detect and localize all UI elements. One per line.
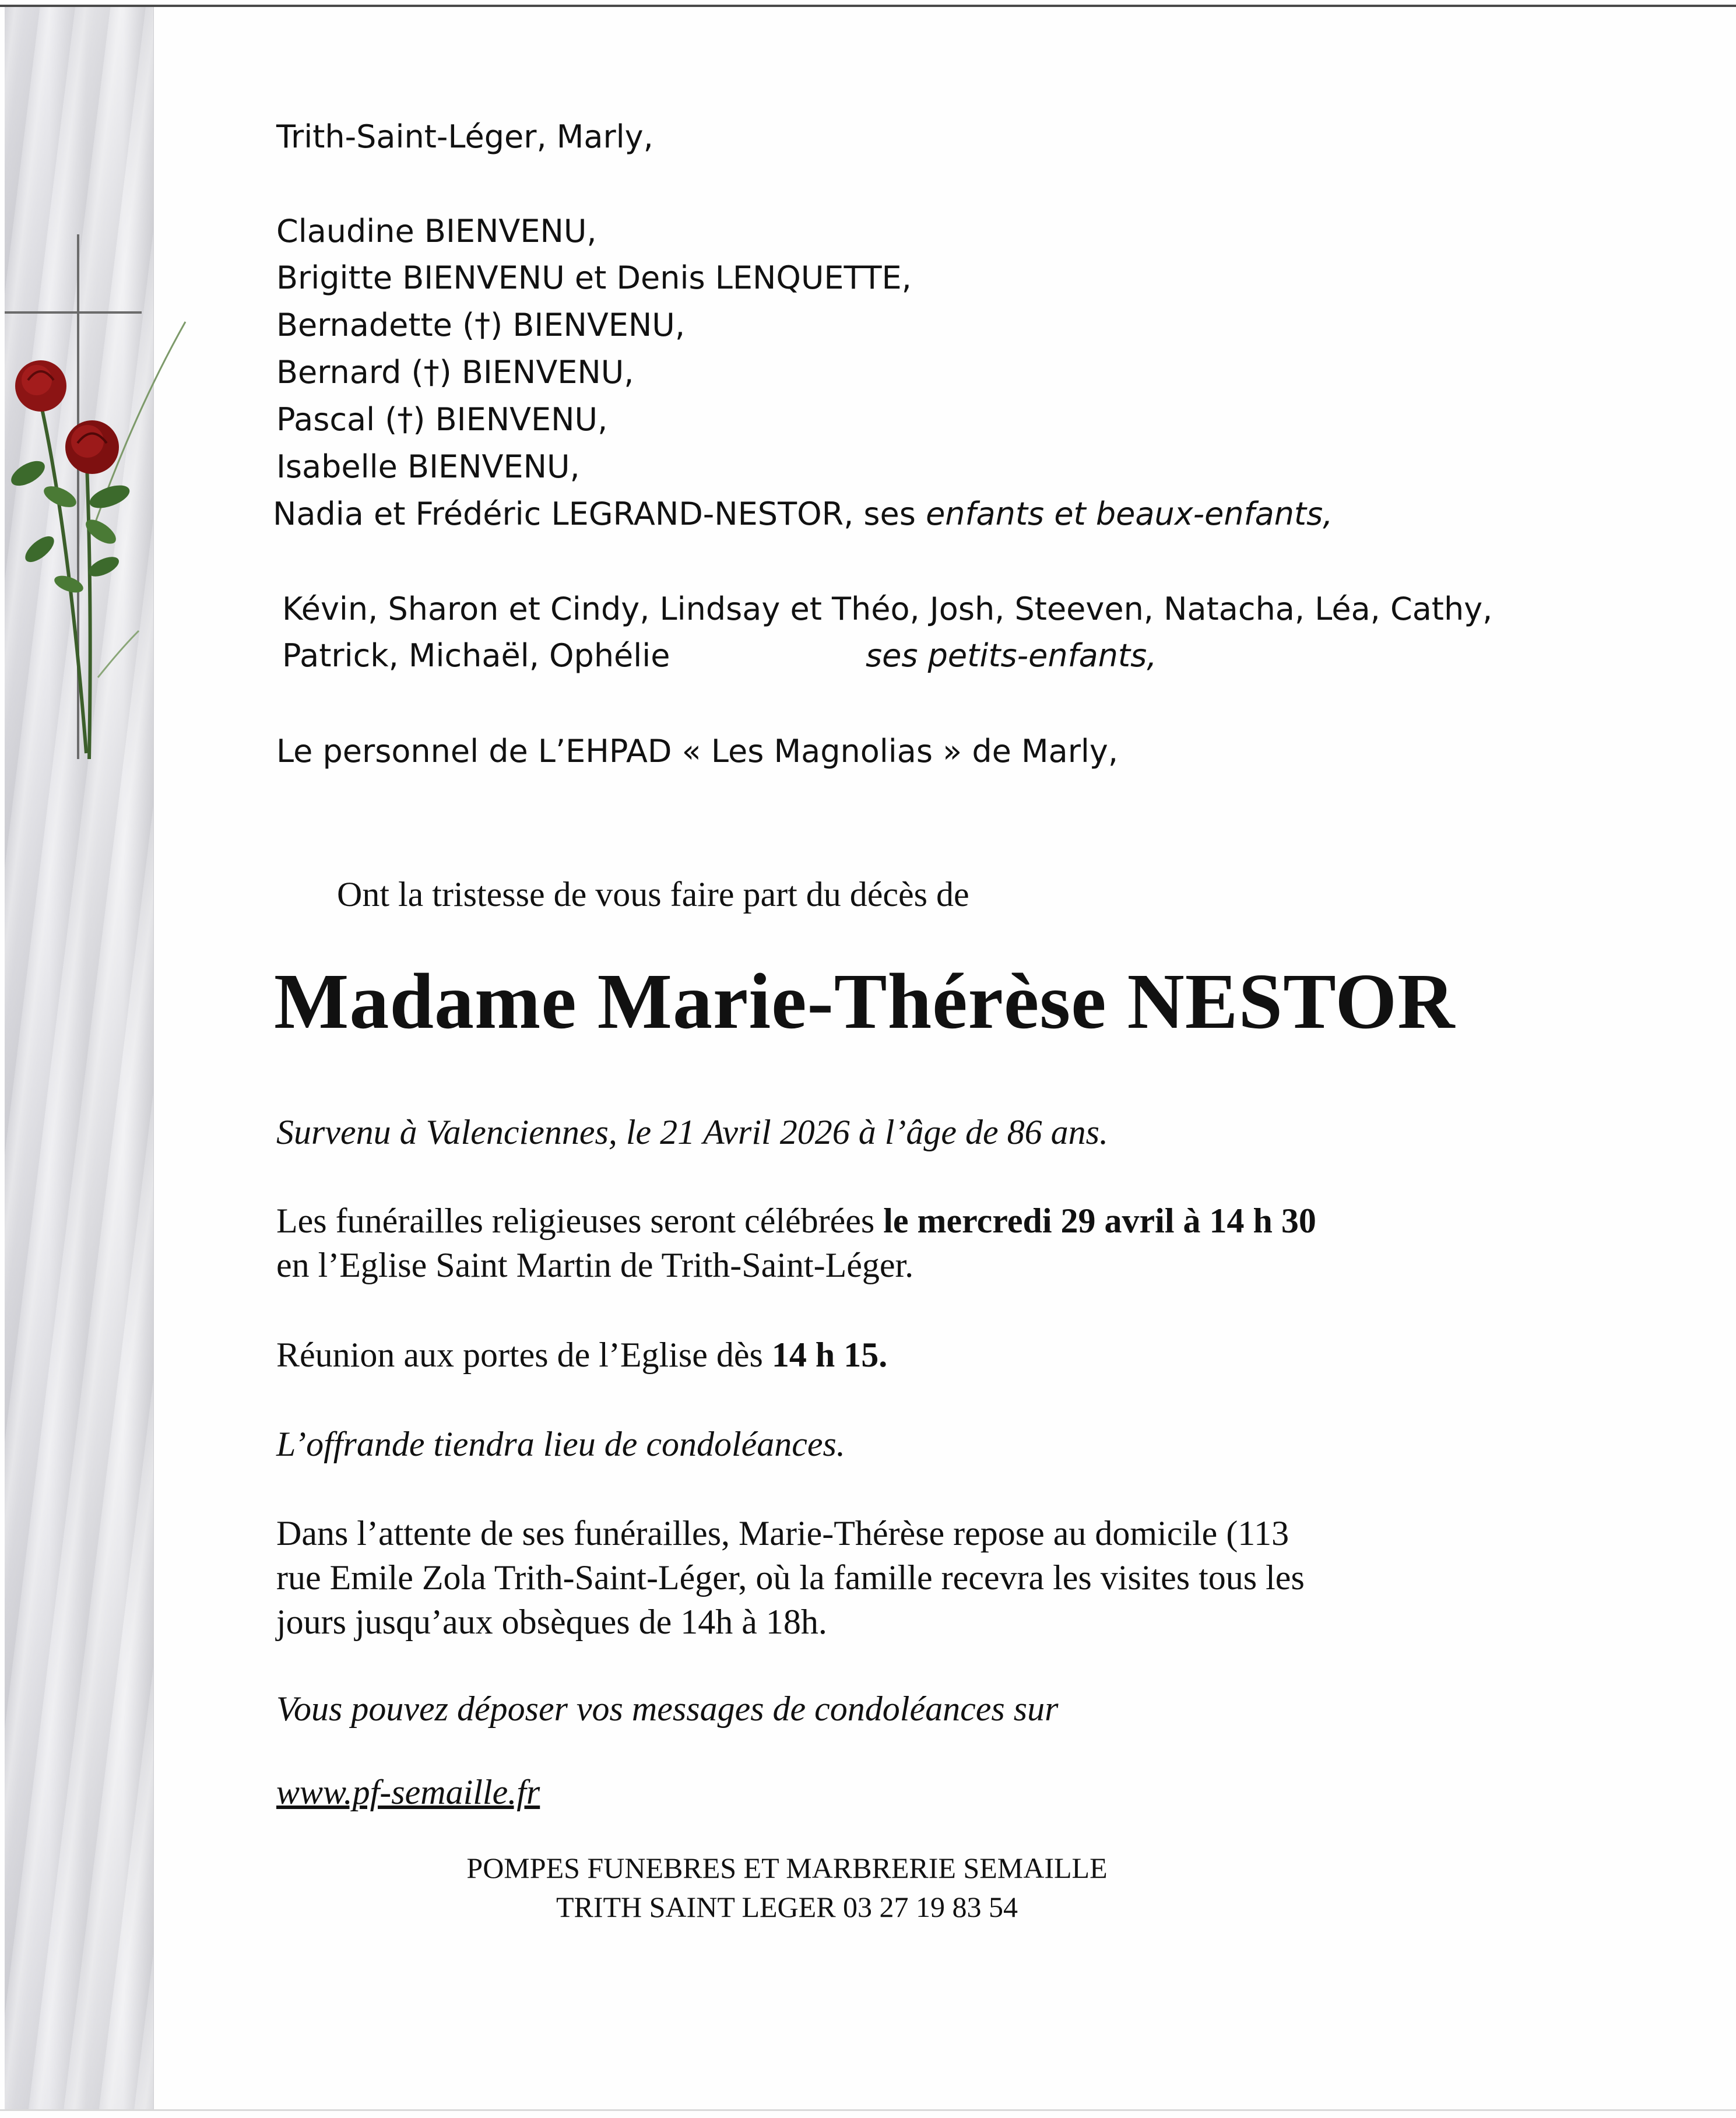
child-2: Brigitte BIENVENU et Denis LENQUETTE, — [276, 259, 912, 296]
children-label: enfants et beaux-enfants, — [926, 496, 1333, 532]
footer-company: POMPES FUNEBRES ET MARBRERIE SEMAILLE — [466, 1852, 1108, 1884]
messages-line: Vous pouvez déposer vos messages de condoléances sur — [276, 1690, 1059, 1728]
child-7: Nadia et Frédéric LEGRAND-NESTOR, ses — [273, 496, 926, 532]
cross-and-roses — [5, 7, 191, 765]
funeral-place: en l’Eglise Saint Martin de Trith-Saint-Léger. — [276, 1246, 914, 1284]
meeting-prefix: Réunion aux portes de l’Eglise dès — [276, 1336, 772, 1374]
deceased-name: Madame Marie-Thérèse NESTOR — [274, 958, 1456, 1045]
child-3: Bernadette (†) BIENVENU, — [276, 307, 685, 343]
grandchildren-line-1: Kévin, Sharon et Cindy, Lindsay et Théo, Josh, Steeven, Natacha, Léa, Cathy, — [282, 591, 1493, 627]
rest-line-2: rue Emile Zola Trith-Saint-Léger, où la famille recevra les visites tous les — [276, 1558, 1305, 1597]
meeting-time: 14 h 15. — [771, 1336, 888, 1374]
child-6: Isabelle BIENVENU, — [276, 448, 580, 485]
rose-icon — [7, 360, 132, 759]
top-border — [0, 5, 1736, 7]
website-link[interactable]: www.pf-semaille.fr — [276, 1773, 540, 1811]
rest-line-3: jours jusqu’aux obsèques de 14h à 18h. — [276, 1603, 827, 1641]
child-5: Pascal (†) BIENVENU, — [276, 401, 608, 438]
intro-line: Ont la tristesse de vous faire part du décès de — [337, 875, 969, 914]
funeral-date: le mercredi 29 avril à 14 h 30 — [883, 1202, 1316, 1240]
bottom-border — [0, 2109, 1736, 2111]
child-1: Claudine BIENVENU, — [276, 213, 597, 250]
offering-line: L’offrande tiendra lieu de condoléances. — [276, 1425, 845, 1463]
meeting-line — [276, 1335, 887, 1375]
child-7-line — [273, 496, 1333, 532]
funeral-prefix: Les funérailles religieuses seront célébrées — [276, 1202, 884, 1240]
child-4: Bernard (†) BIENVENU, — [276, 354, 634, 391]
grandchildren-line-2: Patrick, Michaël, Ophélie — [282, 637, 670, 674]
footer-contact: TRITH SAINT LEGER 03 27 19 83 54 — [556, 1891, 1018, 1923]
funeral-line — [276, 1201, 1316, 1241]
location-line: Trith-Saint-Léger, Marly, — [276, 118, 653, 155]
death-info: Survenu à Valenciennes, le 21 Avril 2026 à l’âge de 86 ans. — [276, 1113, 1108, 1151]
staff-line: Le personnel de L’EHPAD « Les Magnolias » de Marly, — [276, 733, 1119, 770]
rest-line-1: Dans l’attente de ses funérailles, Marie-Thérèse repose au domicile (113 — [276, 1514, 1289, 1553]
decorative-wood-strip — [5, 7, 154, 2110]
grandchildren-label: ses petits-enfants, — [866, 637, 1157, 674]
